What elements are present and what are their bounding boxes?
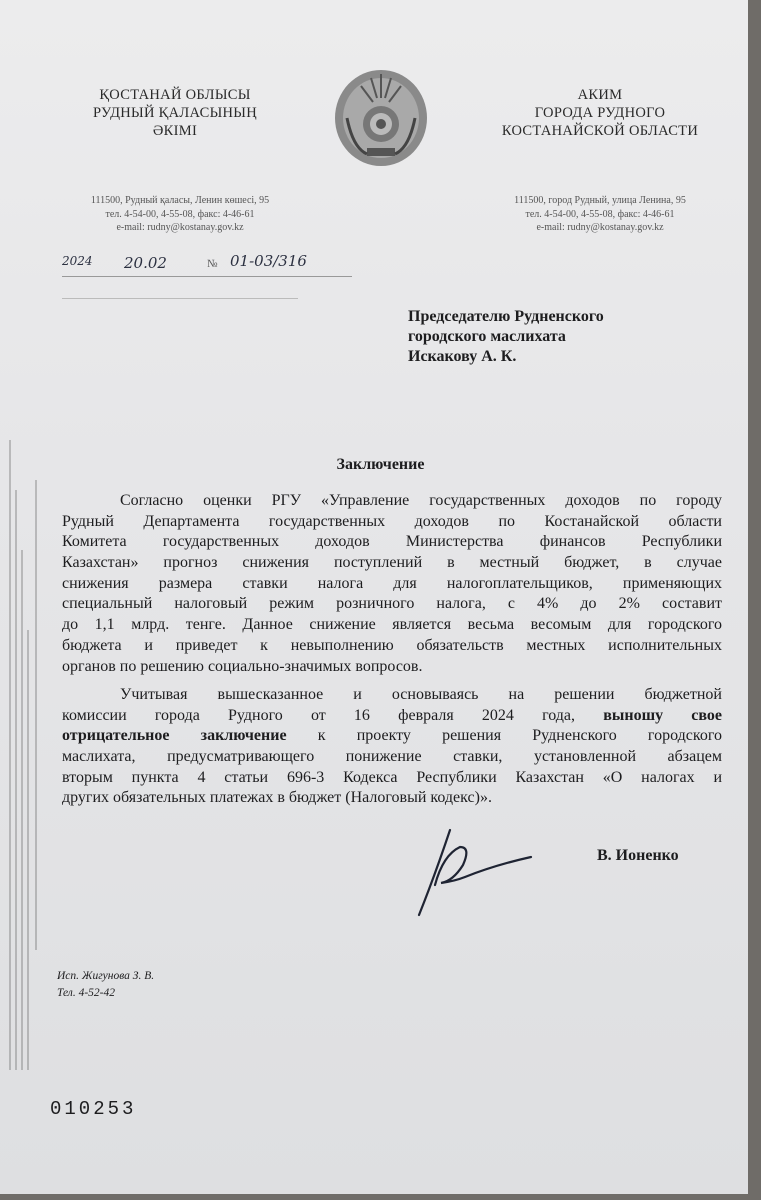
- text-line: снижения размера ставки налога для налогоплательщиков, применяющих: [62, 574, 722, 592]
- text-segment: комиссии города Рудного от 16 февраля 2024 года,: [62, 706, 604, 724]
- text-line: других обязательных платежах в бюджет (Налоговый кодекс)».: [62, 789, 492, 807]
- serial-number: 010253: [50, 1098, 137, 1120]
- address-line: e-mail: rudny@kostanay.gov.kz: [116, 222, 244, 233]
- executor-name: Исп. Жигунова З. В.: [57, 970, 155, 982]
- text-line: до 1,1 млрд. тенге. Данное снижение является весьма весомым для городского: [62, 616, 722, 634]
- paragraph-2: [62, 685, 722, 809]
- letterhead-left: [60, 86, 290, 140]
- divider: [62, 298, 298, 299]
- paragraph-1: [62, 491, 722, 677]
- letterhead-left-line: ҚОСТАНАЙ ОБЛЫСЫ: [99, 87, 251, 103]
- text-line: вторым пункта 4 статьи 696-3 Кодекса Республики Казахстан «О налогах и: [62, 768, 722, 786]
- address-left: [60, 194, 300, 235]
- letterhead-right-line: ГОРОДА РУДНОГО: [534, 105, 666, 121]
- signature-icon: [405, 825, 545, 920]
- document-title: Заключение: [336, 456, 425, 473]
- addressee-block: [408, 307, 604, 367]
- side-margin-print: [4, 430, 44, 1080]
- bold-text: выношу свое: [603, 706, 722, 724]
- text-line: Рудный Департамента государственных доходов по Костанайской области: [62, 512, 722, 530]
- addressee-line: Председателю Рудненского: [408, 308, 604, 325]
- address-line: 111500, город Рудный, улица Ленина, 95: [514, 195, 686, 206]
- text-line: [62, 726, 722, 747]
- address-line: тел. 4-54-00, 4-55-08, факс: 4-46-61: [525, 208, 675, 220]
- registration-year: 2024: [62, 254, 93, 268]
- address-right: [485, 194, 715, 235]
- letterhead-left-line: РУДНЫЙ ҚАЛАСЫНЫҢ: [92, 105, 258, 121]
- text-line: маслихата, предусматривающего понижение ставки, установленной абзацем: [62, 748, 722, 766]
- registration-number: 01-03/316: [230, 252, 307, 270]
- executor-block: [57, 968, 154, 1002]
- text-line: Комитета государственных доходов Министерства финансов Республики: [62, 533, 722, 551]
- letterhead-right-line: КОСТАНАЙСКОЙ ОБЛАСТИ: [501, 123, 699, 139]
- address-line: тел. 4-54-00, 4-55-08, факс: 4-46-61: [105, 208, 255, 220]
- text-line: [62, 706, 722, 727]
- text-line: бюджета и приведет к невыполнению обязательств местных исполнительных: [62, 636, 722, 654]
- text-line: органов по решению социально-значимых вопросов.: [62, 657, 423, 675]
- registration-date: 20.02: [124, 254, 167, 272]
- number-sign: №: [207, 258, 218, 270]
- address-line: 111500, Рудный қаласы, Ленин көшесі, 95: [90, 195, 270, 206]
- signatory-name: В. Ионенко: [597, 847, 679, 864]
- addressee-line: Искакову А. К.: [408, 348, 517, 365]
- letterhead-right-line: АКИМ: [577, 87, 623, 103]
- text-line: Казахстан» прогноз снижения поступлений в местный бюджет, в случае: [62, 554, 722, 572]
- text-segment: к проекту решения Рудненского городского: [286, 727, 723, 745]
- addressee-line: городского маслихата: [408, 328, 566, 345]
- text-line: Учитывая вышесказанное и основываясь на решении бюджетной: [120, 686, 722, 703]
- address-line: e-mail: rudny@kostanay.gov.kz: [536, 222, 664, 233]
- bold-text: отрицательное заключение: [62, 727, 287, 745]
- text-line: Согласно оценки РГУ «Управление государственных доходов по городу: [120, 492, 722, 509]
- text-line: специальный налоговый режим розничного налога, с 4% до 2% составит: [62, 595, 722, 613]
- executor-phone: Тел. 4-52-42: [57, 987, 115, 999]
- registration-line: [62, 254, 352, 277]
- state-emblem-icon: [333, 68, 429, 168]
- letterhead-right: [480, 86, 720, 140]
- letterhead-left-line: ӘКІМІ: [152, 123, 198, 139]
